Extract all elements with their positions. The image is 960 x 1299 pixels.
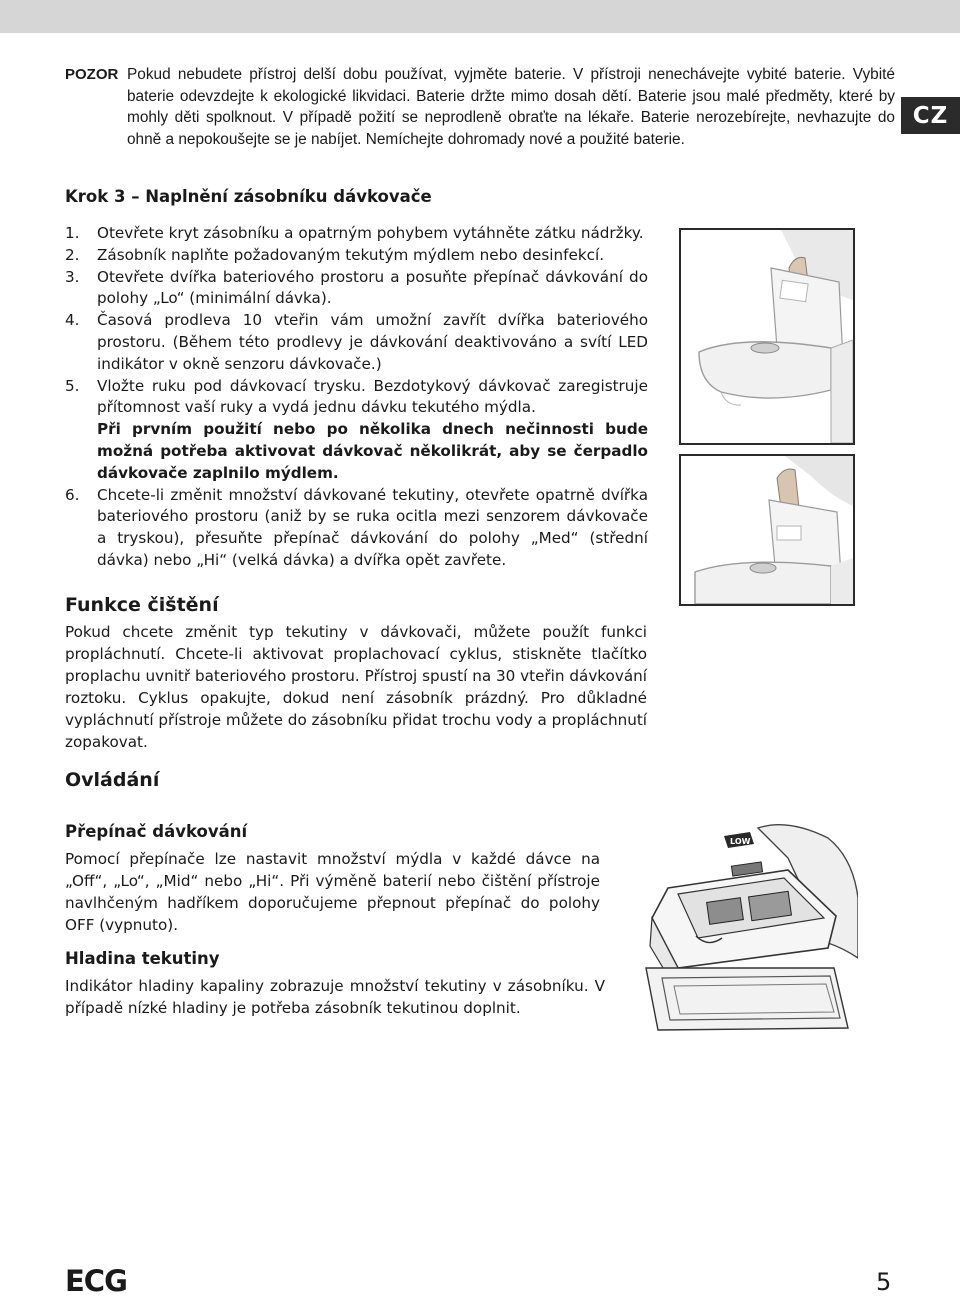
list-item (65, 223, 648, 245)
cleaning-text: Pokud chcete změnit typ tekutiny v dávkovači, můžete použít funkci propláchnutí. Chcete-li aktivovat proplachovací cyklus, stiskněte tlačítko proplachu uvnitř bateriového prostoru. Přístroj spustí na 30 vteřin dávkování roztoku. Cyklus opakujte, dokud není zásobník prázdný. Pro důkladné vypláchnutí přístroje můžete do zásobníku přidat trochu vody a propláchnutí zopakovat. (65, 623, 648, 751)
item-number: 3. (65, 267, 80, 286)
warning-label: POZOR (65, 66, 119, 83)
low-label: LOW (730, 837, 751, 846)
step3-title: Krok 3 – Naplnění zásobníku dávkovače (65, 187, 432, 206)
controls-title: Ovládání (65, 769, 160, 791)
item-text: Časová prodleva 10 vteřin vám umožní zavřít dvířka bateriového prostoru. (Během této prodlevy je dávkování deaktivováno a svítí LED indikátor v okně senzoru dávkovače.) (97, 311, 648, 373)
dispenser-battery-door-image (679, 454, 855, 606)
dispenser-open-lid-image (679, 228, 855, 445)
list-item (65, 310, 648, 375)
level-text: Indikátor hladiny kapaliny zobrazuje množství tekutiny v zásobníku. V případě nízké hladiny je potřeba zásobník tekutinou doplnit. (65, 977, 605, 1017)
item-number: 4. (65, 311, 80, 330)
item-text: Zásobník naplňte požadovaným tekutým mýdlem nebo desinfekcí. (97, 245, 605, 264)
item-number: 5. (65, 376, 80, 395)
cleaning-title: Funkce čištění (65, 594, 219, 616)
item-bold-note: Při prvním použití nebo po několika dnech nečinnosti bude možná potřeba aktivovat dávkovač několikrát, aby se čerpadlo dávkovače zaplnilo mýdlem. (97, 420, 648, 482)
item-number: 1. (65, 224, 80, 242)
list-item (65, 485, 648, 572)
level-title: Hladina tekutiny (65, 949, 220, 968)
top-bar (0, 0, 960, 33)
page-number: 5 (876, 1268, 892, 1296)
language-tab: CZ (901, 97, 960, 134)
item-number: 2. (65, 245, 80, 264)
list-item (65, 267, 648, 311)
item-text: Vložte ruku pod dávkovací trysku. Bezdotykový dávkovač zaregistruje přítomnost vaší ruky a vydá jednu dávku tekutého mýdla. (97, 376, 648, 417)
battery-tray-image (638, 818, 858, 1036)
warning-block (65, 64, 895, 150)
switch-title: Přepínač dávkování (65, 822, 248, 841)
list-item (65, 376, 648, 485)
brand-logo: ECG (65, 1264, 127, 1298)
switch-text: Pomocí přepínače lze nastavit množství mýdla v každé dávce na „Off“, „Lo“, „Mid“ nebo „Hi“. Při výměně baterií nebo čištění přístroje navlhčeným hadříkem doporučujeme přepnout přepínač do polohy OFF (vypnuto). (65, 850, 600, 934)
item-text: Otevřete kryt zásobníku a opatrným pohybem vytáhněte zátku nádržky. (97, 224, 644, 242)
item-text: Otevřete dvířka bateriového prostoru a posuňte přepínač dávkování do polohy „Lo“ (minimální dávka). (97, 267, 648, 308)
list-item (65, 245, 648, 267)
step3-list (65, 223, 648, 572)
warning-text: Pokud nebudete přístroj delší dobu používat, vyjměte baterie. V přístroji nenechávejte vybité baterie. Vybité baterie odevzdejte k ekologické likvidaci. Baterie držte mimo dosah dětí. Baterie jsou malé předměty, které by mohly děti spolknout. V případě požití se neprodleně obraťte na lékaře. Baterie nerozebírejte, nevhazujte do ohně a nepokoušejte se je nabíjet. Nemíchejte dohromady nové a použité baterie. (127, 66, 895, 148)
item-text: Chcete-li změnit množství dávkované tekutiny, otevřete opatrně dvířka bateriového prostoru (aniž by se ruka ocitla mezi senzorem dávkovače a tryskou), přesuňte přepínač dávkování do polohy „Med“ (střední dávka) nebo „Hi“ (velká dávka) a dvířka opět zavřete. (97, 485, 648, 569)
item-number: 6. (65, 485, 80, 504)
